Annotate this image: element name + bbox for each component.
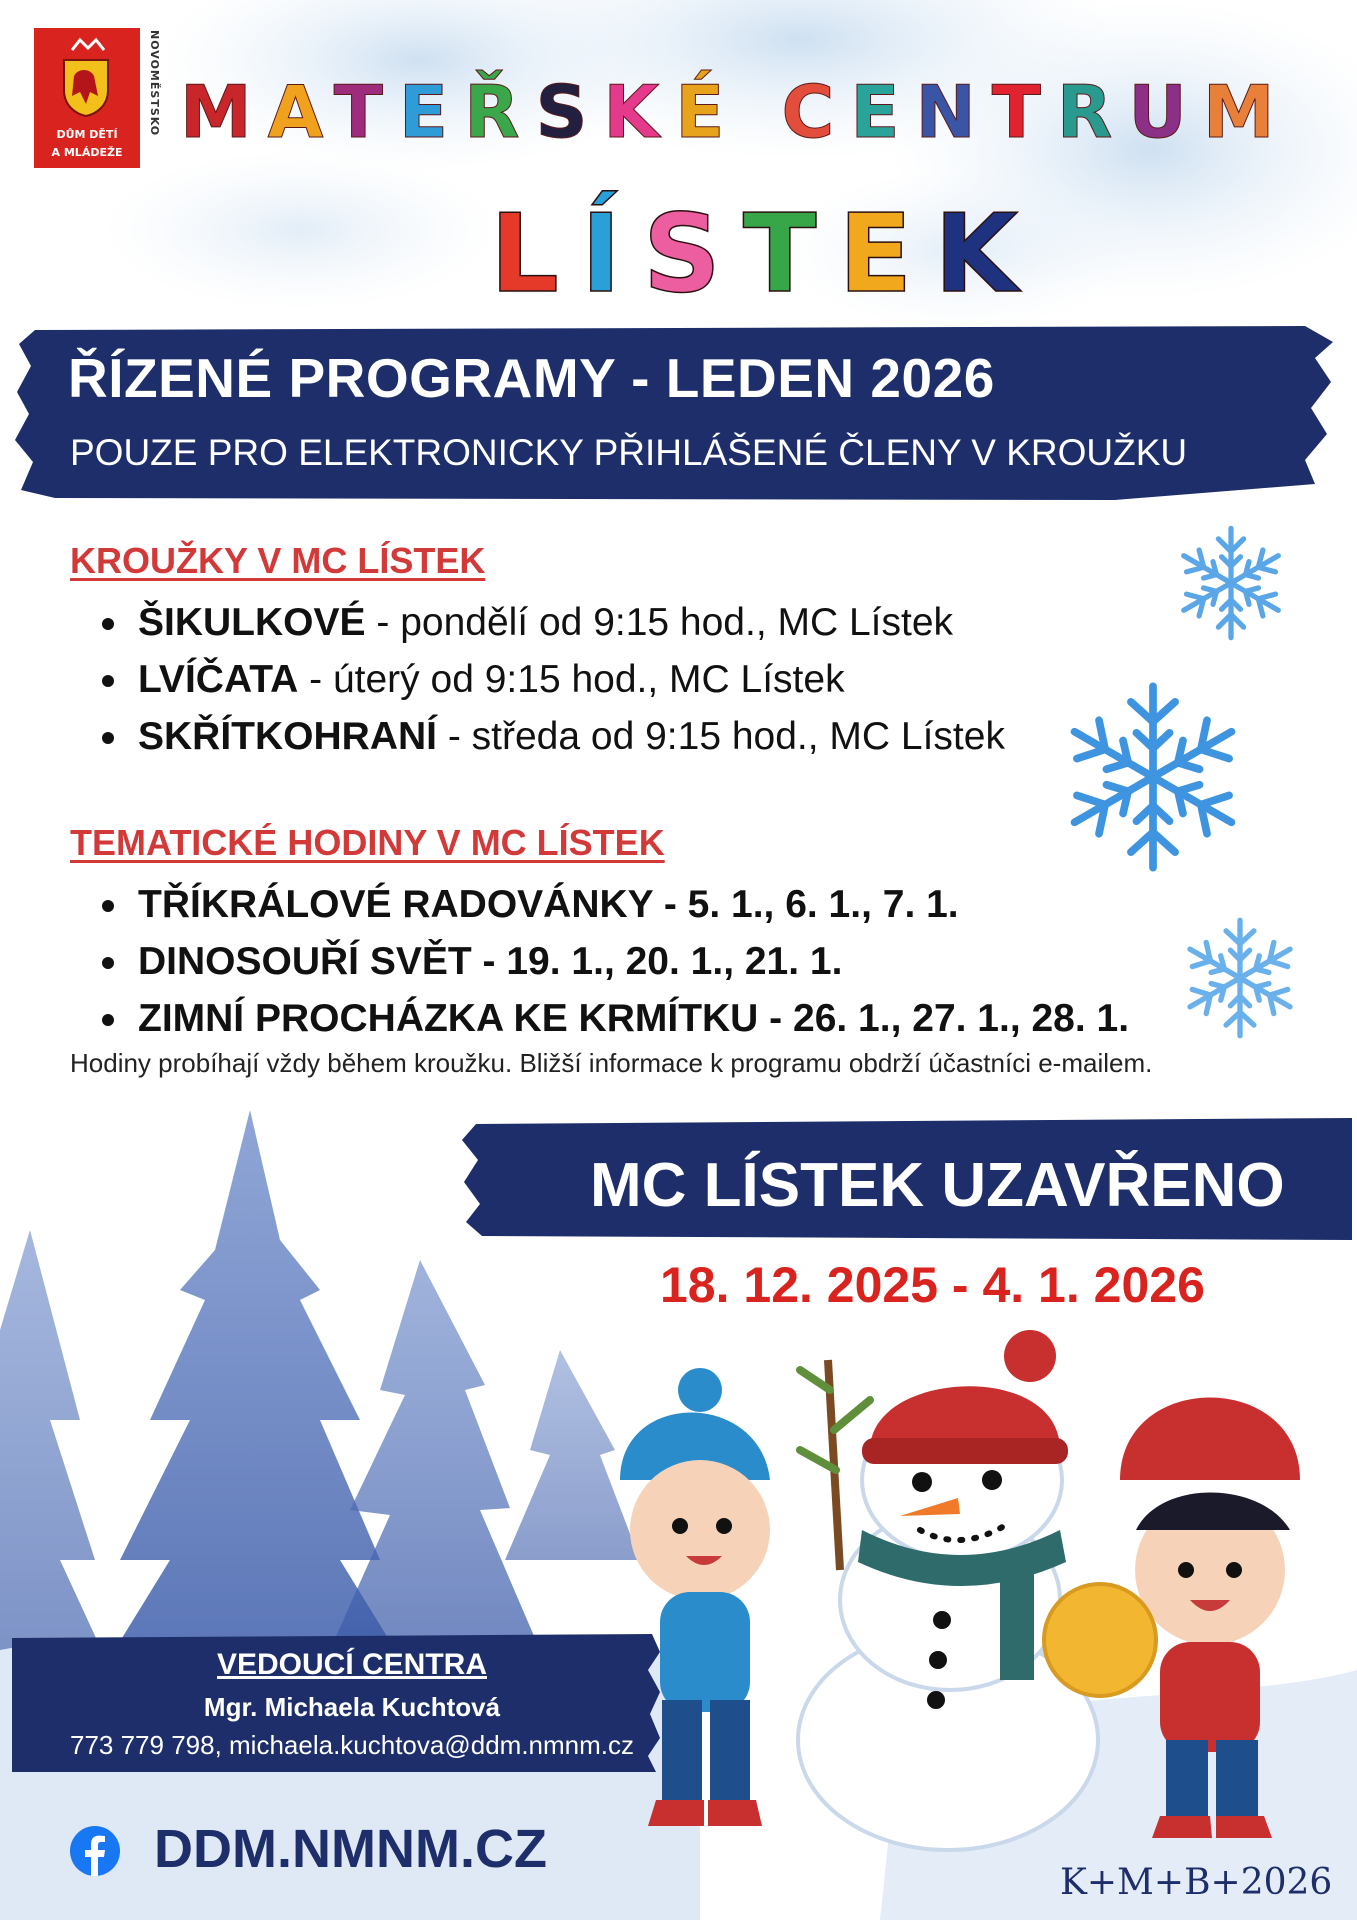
snowman-kids-illustration [600, 1330, 1320, 1850]
website-link[interactable]: DDM.NMNM.CZ [154, 1819, 547, 1879]
list-item: TŘÍKRÁLOVÉ RADOVÁNKY - 5. 1., 6. 1., 7. 1. [96, 876, 1129, 933]
closed-title: MC LÍSTEK UZAVŘENO [590, 1151, 1285, 1220]
title1-letter: M [1202, 70, 1291, 154]
title-listek [490, 192, 1050, 317]
logo-crown-mark [68, 36, 108, 54]
list-item: DINOSOUŘÍ SVĚT - 19. 1., 20. 1., 21. 1. [96, 933, 1129, 990]
lion-shield-icon [60, 56, 112, 118]
title1-letter: N [915, 70, 992, 154]
facebook-icon[interactable] [70, 1826, 120, 1876]
list-item: SKŘÍTKOHRANÍ - středa od 9:15 hod., MC Lístek [96, 708, 1005, 765]
title1-letter: E [398, 70, 465, 154]
snowflake-icon [1042, 682, 1264, 872]
clubs-heading: KROUŽKY V MC LÍSTEK [70, 540, 486, 581]
title1-letter: É [675, 70, 741, 154]
logo-side-text [138, 28, 161, 168]
title1-letter: Ř [464, 70, 536, 154]
contact-info: 773 779 798, michaela.kuchtova@ddm.nmnm.cz [69, 1730, 635, 1760]
svg-text:NOVOMĚSTSKO: NOVOMĚSTSKO [148, 30, 161, 137]
title2-letter: K [934, 192, 1040, 317]
snowflake-icon [1168, 520, 1294, 646]
contact-heading: VEDOUCÍ CENTRA [216, 1648, 487, 1681]
title1-letter: M [180, 70, 268, 154]
title1-letter: U [1128, 70, 1203, 154]
themes-list [96, 876, 1129, 1047]
themes-heading: TEMATICKÉ HODINY V MC LÍSTEK [70, 822, 665, 863]
title2-letter: E [838, 192, 935, 317]
closed-dates: 18. 12. 2025 - 4. 1. 2026 [660, 1257, 1205, 1313]
title1-letter: R [1056, 70, 1129, 154]
themes-note: Hodiny probíhají vždy během kroužku. Bližší informace k programu obdrží účastníci e-mailem. [70, 1048, 1153, 1078]
programs-title: ŘÍZENÉ PROGRAMY - LEDEN 2026 [68, 347, 995, 409]
title2-letter: T [742, 192, 839, 317]
title1-letter: K [603, 70, 676, 154]
programs-subtitle: POUZE PRO ELEKTRONICKY PŘIHLÁŠENÉ ČLENY V KROUŽKU [70, 432, 1188, 473]
logo-line1: DŮM DĚTÍ [56, 128, 118, 141]
logo-line2: A MLÁDEŽE [51, 146, 123, 159]
title1-letter: C [781, 70, 851, 154]
title1-letter: E [850, 70, 916, 154]
title2-letter: L [490, 192, 581, 317]
title1-letter: S [535, 70, 604, 154]
ddm-logo [34, 28, 140, 168]
list-item: LVÍČATA - úterý od 9:15 hod., MC Lístek [96, 651, 1005, 708]
kmb-blessing: K+M+B+2026 [1060, 1862, 1333, 1903]
clubs-list [96, 594, 1005, 765]
title1-letter: T [991, 70, 1057, 154]
list-item: ŠIKULKOVÉ - pondělí od 9:15 hod., MC Lístek [96, 594, 1005, 651]
title2-letter: S [643, 192, 743, 317]
title-materske-centrum [180, 70, 1320, 160]
title2-letter: Í [580, 192, 644, 317]
snowflake-icon [1172, 916, 1308, 1040]
title1-letter: T [333, 70, 399, 154]
list-item: ZIMNÍ PROCHÁZKA KE KRMÍTKU - 26. 1., 27. 1., 28. 1. [96, 990, 1129, 1047]
contact-name: Mgr. Michaela Kuchtová [203, 1692, 501, 1722]
title1-letter [740, 70, 781, 154]
title1-letter: A [267, 70, 334, 154]
